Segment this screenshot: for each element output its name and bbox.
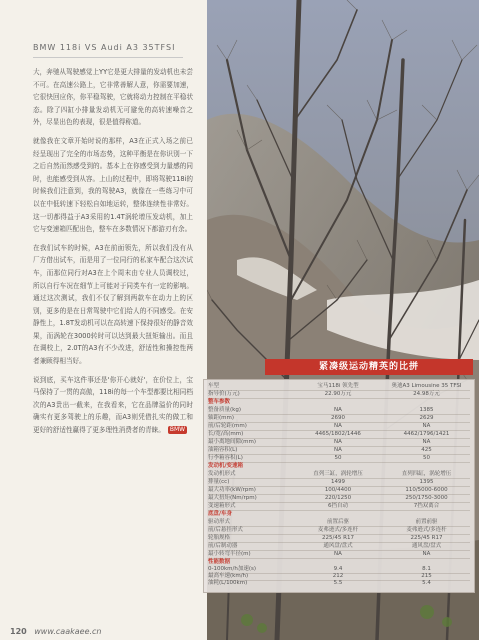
spec-section [208,511,470,518]
spec-value-bmw: 100/4400 [324,487,352,493]
spec-row [208,580,470,587]
site-url: www.caakaee.cn [34,627,102,636]
spec-section [208,463,470,470]
spec-value-bmw: NA [334,407,342,413]
spec-label: 变速箱形式 [208,503,236,509]
spec-label: 最小转弯半径(m) [208,551,251,557]
spec-row [208,527,470,535]
page-footer [10,627,102,636]
spec-row [208,471,470,479]
spec-row [208,503,470,511]
spec-value-audi: 5.4 [422,580,431,586]
spec-row [208,487,470,495]
spec-label: 最大扭矩(Nm/rpm) [208,495,257,501]
spec-row [208,447,470,455]
spec-row [208,431,470,439]
spec-label: 前/后轮距(mm) [208,423,247,429]
article-body [33,66,193,626]
spec-value-audi: NA [422,439,431,445]
spec-value-bmw: 22.90万元 [324,391,352,397]
spec-value-bmw: 通风盘/盘式 [323,543,353,549]
spec-row [208,479,470,487]
spec-label: 最大功率(kW/rpm) [208,487,256,493]
spec-value-bmw: 50 [334,455,342,461]
article-paragraph-text: 说到底，买车这件事还是'你开心就好'，在价位上，宝马保持了一贯的高傲，118i的每一个车型都要比相同档次的A3贵出一截来，在我看来，它在品牌溢价的同时确实有更多驾驶上的乐趣，而A3则凭借扎实的做工和更好的舒适性赢得了更多理性消费者的青睐。 [33,375,193,435]
spec-label: 发动机形式 [208,471,236,477]
spec-value-bmw: 1499 [331,479,345,485]
spec-value-audi: 215 [421,573,432,579]
spec-row [208,543,470,551]
spec-label: 最小离地间隙(mm) [208,439,257,445]
spec-section-label: 整车参数 [208,399,231,405]
spec-value-audi: 1385 [419,407,434,413]
spec-label: 油耗(L/100km) [208,580,248,586]
spec-table-header [208,383,470,391]
spec-table-title: 紧凑级运动精英的比拼 [265,359,473,375]
spec-row [208,439,470,447]
article-header: BMW 118i VS Audi A3 35TFSI [33,43,203,53]
spec-value-bmw: 麦弗逊式/多连杆 [317,527,359,533]
spec-label: 排量(cc) [208,479,230,485]
spec-row [208,519,470,527]
article-paragraph: 大，奔驰从驾驶感觉上YY它是更大排量的发动机也未尝不可。在高速公路上，它非常善解人意，你需要加速，它很快回应你，你平稳驾驶，它就将动力控制在平稳状态。除了四缸小排量发动机无可避免的高转速噪音之外，尽显出色的表现，很是值得称道。 [33,68,193,127]
spec-row [208,455,470,463]
article-paragraph: 在我们试车的时候，A3在前面领先，所以我们没有从厂方借出试车，而是用了一位同行的私家车配合这次试车，而那位同行对A3在上个周末由专业人员调校过，所以自行车况在细节上可能对于同类车有一定的影响。通过这次测试，我们不仅了解到两款车在动力上的区别，更多的是在日常驾驶中它们给人的不同感受。在安静性上，1.8T发动机可以在高转速下保持很好的静音效果，而涡轮在3000转时可以达到最大扭矩输出。而且在调校上，2.0T的A3有不少改进，舒适性和操控性两者兼顾得相当好。 [33,243,193,366]
spec-value-bmw: 2690 [331,415,345,421]
spec-col-header: 车型 [208,383,220,389]
spec-value-audi: 50 [423,455,430,461]
spec-label: 最高车速(km/h) [208,573,249,579]
spec-row [208,535,470,543]
spec-value-bmw: 前置后驱 [326,519,349,525]
spec-row [208,407,470,415]
spec-value-audi: 麦弗逊式/多连杆 [406,527,447,533]
spec-value-audi: 直列四缸，涡轮增压 [401,471,452,477]
spec-row [208,423,470,431]
spec-label: 前/后悬挂形式 [208,527,243,533]
spec-value-audi: 通风盘/盘式 [411,543,442,549]
spec-value-bmw: NA [334,551,342,557]
spec-value-audi: 7挡双离合 [413,503,440,509]
spec-section [208,559,470,566]
spec-value-audi: NA [422,551,431,557]
spec-section-label: 性能数据 [208,559,231,565]
spec-section [208,399,470,406]
spec-value-bmw: 5.5 [333,580,343,586]
spec-value-audi: 425 [421,447,432,453]
spec-value-bmw: NA [334,439,342,445]
spec-label: 前/后制动器 [208,543,238,549]
spec-section-label: 底盘/车身 [208,511,233,517]
spec-value-audi: 24.98万元 [413,391,440,397]
spec-row [208,551,470,559]
end-tag: BMW [169,426,186,434]
spec-value-bmw: 225/45 R17 [322,535,354,541]
spec-value-bmw: 6挡自动 [328,503,348,509]
spec-section-label: 发动机/变速箱 [208,463,244,469]
spec-value-audi: 8.1 [422,566,431,572]
spec-label: 指导价(万元) [208,391,240,397]
spec-value-bmw: 直列三缸，涡轮增压 [313,471,363,477]
spec-row [208,495,470,503]
spec-label: 行李箱容积(L) [208,455,243,461]
spec-col-header: 宝马118i 领先型 [317,383,359,389]
spec-label: 轴距(mm) [208,415,235,421]
spec-value-audi: 4462/1796/1421 [403,431,450,437]
spec-value-bmw: NA [334,447,342,453]
spec-value-audi: 225/45 R17 [410,535,443,541]
spec-value-audi: 250/1750-3000 [405,495,448,501]
spec-value-bmw: 220/1250 [324,495,352,501]
spec-row [208,415,470,423]
spec-value-bmw: NA [334,423,342,429]
article-paragraph: 就像我在文章开始时说的那样，A3在正式入场之前已经呈现出了完全的市场态势，这种平衡是在你识别一下之后自然而然感受到的。基本上在你感受到力量感的同时，也能感受到从容。上山的过程中，即将驾驶118i的时候我们注意到，我的驾驶A3，就像在一些练习中可以在中低转速下轻松自如地运转，整体连续性非常好。这一切都得益于A3采用的1.4T涡轮增压发动机，加上它与变速箱匹配出色，整车在多数情况下都游刃有余。 [33,136,193,234]
spec-value-audi: NA [422,423,431,429]
spec-col-header: 奥迪A3 Limousine 35 TFSI [391,383,462,389]
page-number: 120 [10,627,27,636]
spec-label: 驱动形式 [208,519,231,525]
spec-value-audi: 1395 [419,479,434,485]
spec-table-body [203,379,475,593]
spec-comparison-table [203,359,473,586]
spec-label: 0-100km/h加速(s) [208,566,257,572]
spec-label: 长/宽/高(mm) [208,431,244,437]
spec-row [208,391,470,399]
spec-label: 整备质量(kg) [208,407,241,413]
spec-value-bmw: 4465/1802/1446 [315,431,361,437]
spec-label: 轮胎规格 [208,535,231,541]
spec-value-audi: 2629 [419,415,434,421]
spec-value-audi: 前置前驱 [415,519,438,525]
spec-label: 油箱容积(L) [208,447,238,453]
spec-value-audi: 110/5000-6000 [405,487,448,493]
spec-value-bmw: 212 [332,573,344,579]
article-paragraph [33,374,193,437]
spec-value-bmw: 9.4 [333,566,343,572]
